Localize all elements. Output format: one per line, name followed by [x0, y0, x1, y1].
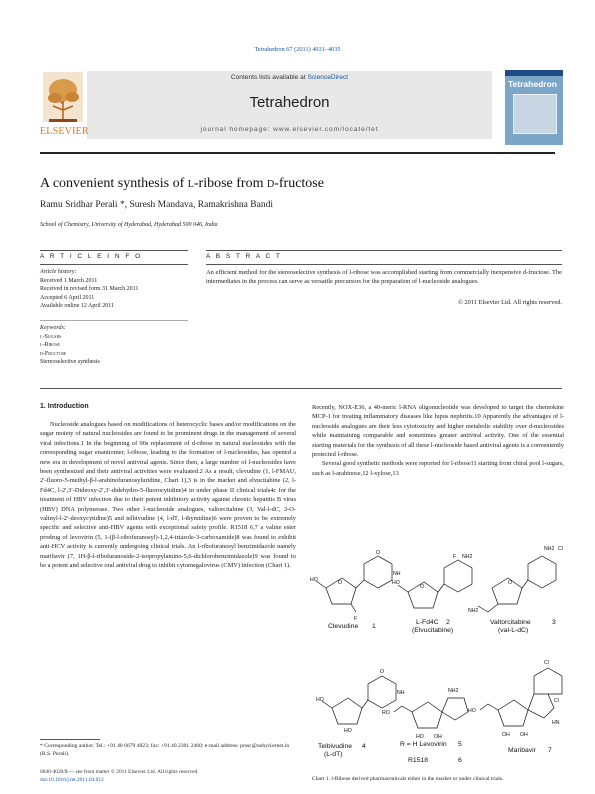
atom-label: NH2 [544, 546, 555, 552]
article-title [40, 176, 560, 192]
intro-right-column [312, 403, 564, 478]
article-history [40, 268, 190, 311]
abstract-bottom-rule [40, 388, 562, 389]
introduction-heading: 1. Introduction [40, 403, 89, 410]
compound-number: 5 [458, 741, 462, 748]
atom-label: NH [393, 571, 401, 577]
intro-paragraph: Recently, NOX-E36, a 40-meric l-RNA oligonucleotide was developed to target the chemokine MCP-1 for treating inflammatory diseases like lupus nephritis.10 Apparently the advantages of l-nucleoside analogues are their less cytotoxicity and higher metabolic stability over d-nucleosides while maintaining comparable and sometimes greater antiviral activity. One of the essential starting materials for the synthesis of all these l-nucleoside based antiviral agents is a conveniently protected l-ribose. [312, 404, 565, 459]
bond [522, 580, 528, 588]
chart1-caption: Chart 1. l-Ribose derived pharmaceuticals either in the market or under clinical trials. [312, 776, 504, 782]
cover-image [513, 94, 557, 134]
sugar-ring [492, 578, 522, 604]
bond [438, 584, 444, 592]
chart1-structures [312, 480, 564, 776]
title-part: d [266, 176, 275, 191]
keyword: l-Sugars [40, 333, 62, 340]
base-ring [368, 676, 396, 708]
sugar-ring [498, 700, 528, 726]
keywords [40, 324, 190, 367]
journal-cover[interactable] [505, 70, 563, 145]
bond [362, 700, 368, 708]
atom-label: O [380, 669, 385, 675]
citation[interactable]: Tetrahedron 67 (2011) 4031–4035 [254, 46, 341, 53]
history-line: Received in revised form 31 March 2011 [40, 286, 139, 292]
compound-number: 6 [458, 757, 462, 764]
intro-left-column [40, 420, 296, 571]
atom-label: HO [392, 580, 400, 586]
atom-label: OH [520, 732, 528, 738]
sugar-ring [412, 702, 442, 728]
base-ring [442, 698, 468, 720]
keywords-label: Keywords: [40, 325, 66, 331]
doi-link[interactable]: doi:10.1016/j.tet.2011.04.012 [40, 777, 104, 784]
compound-number: 1 [372, 623, 376, 630]
history-label: Article history: [40, 269, 77, 275]
title-part: -fructose [274, 176, 324, 191]
front-matter [40, 768, 300, 784]
compound-label: R = H Levovirin [400, 741, 447, 748]
atom-label: NH [397, 690, 405, 696]
bond [356, 580, 364, 588]
atom-label: HO [344, 728, 352, 734]
title-part: l [187, 176, 194, 191]
title-part: A convenient synthesis of [40, 176, 188, 191]
sciencedirect-link[interactable]: ScienceDirect [307, 74, 349, 81]
authors: Ramu Sridhar Perali *, Suresh Mandava, Ramakrishna Bandi [40, 200, 273, 210]
compound-label: Clevudine [328, 623, 359, 630]
article-info-rule [40, 264, 188, 265]
compound-label: Maribavir [508, 747, 536, 754]
atom-label: Cl [544, 660, 549, 666]
base-ring [534, 668, 562, 694]
intro-paragraph: Nucleoside analogues based on modifications of heterocyclic bases and/or modifications on the sugar moiety of natural nucleosides are found to be prominent drugs in the management of several viral infections.1 In the beginning of 90s replacement of d-ribose in natural nucleosides with the corresponding sugar enantiomer, l-ribose, leading to the formation of l-nucleosides, has opened a new era in development of novel antiviral agents. Since then, a large number of l-nucleosides have been synthesized and their antiviral activities were evaluated.2 As a result, clevudine (1, l-FMAU, 2′-fluoro-5-methyl-β-l-arabinofuranosyluridine, Chart 1),3 is in the market and elvucitabine (2, l-Fd4C, l-2′,3′-Dideoxy-2′,3′-didehydro-5-fluorocytidine)4 in under phase II clinical trials4c for the treatment of HBV infection due to their potent inhibitory activity against chronic hepatitis B virus (HBV) DNA polymerase. Two other l-nucleoside analogues, valtorcitabine (3, Val-l-dC, 3-O-valinyl-l-2′-deoxycytidine)5 and telbivudine (4, l-dT, l-thymidine)6 were proven to be extremely specific and selective anti-HBV agents with exceptional safety profile. R1518 6,7 a valine ester prodrug of levovirin (5, 1-(β-l-ribofuranosyl)-1,2,4-triazole-3-carboxamide)8 was found to exhibit anti-HCV activity is currently undergoing clinical trials. An l-ribofuranosyl benzimidazole namely maribavir (7, 1H-β-l-ribofuranoside-2-isopropylamino-5,6-dichlorobenzimidazole)9 was found to be a potent and selective oral antiviral drug to inhibit cytomegalovirus (CMV) infection (Chart 1). [40, 421, 296, 570]
abstract-rule [206, 264, 562, 265]
article-info-rule [40, 250, 188, 251]
bond [398, 585, 408, 592]
footnote-rule [40, 739, 100, 740]
atom-label: O [508, 580, 513, 586]
history-line: Available online 12 April 2011 [40, 303, 114, 309]
atom-label: HO [316, 697, 324, 703]
contents-line [87, 74, 492, 81]
base-ring [528, 694, 554, 718]
affiliation: School of Chemistry, University of Hyderabad, Hyderabad 500 046, India [40, 222, 218, 228]
intro-paragraph: Several good synthetic methods were reported for l-ribose11 starting from chiral pool l-sugars, such as l-arabinose,12 l-xylose,13 [312, 460, 565, 477]
sugar-ring [332, 698, 362, 724]
abstract-text: An efficient method for the stereoselective synthesis of l-ribose was accomplished starting from commercially inexpensive d-fructose. The intermediates in the process can serve as versatile precursors for the preparation of l-nucleoside analogues. [206, 269, 562, 285]
title-part: -ribose from [193, 176, 267, 191]
journal-homepage[interactable]: journal homepage: www.elsevier.com/locate/tet [200, 126, 379, 133]
bond [480, 704, 498, 710]
journal-name: Tetrahedron [249, 94, 330, 111]
compound-number: 2 [446, 619, 450, 626]
compound-label: L-Fd4C [416, 619, 439, 626]
base-ring [444, 560, 472, 592]
bond [394, 706, 412, 712]
base-ring [528, 556, 556, 588]
keyword: Stereoselective synthesis [40, 359, 100, 365]
elsevier-wordmark: ELSEVIER [40, 126, 89, 137]
compound-sublabel: (Elvucitabine) [412, 627, 454, 634]
compound-label: Valtorcitabine [490, 619, 531, 626]
contents-prefix: Contents lists available at [230, 74, 308, 81]
article-info-label: A R T I C L E I N F O [40, 253, 143, 260]
history-line: Accepted 6 April 2011 [40, 294, 95, 301]
cover-title: Tetrahedron [508, 79, 557, 89]
atom-label: HO [416, 734, 424, 740]
keywords-rule [40, 320, 188, 321]
compound-number: 4 [362, 743, 366, 750]
history-line: Received 1 March 2011 [40, 277, 98, 284]
atom-label: O [376, 550, 381, 556]
compound-label: Telbivudine [318, 743, 353, 750]
keyword: l-Ribose [40, 342, 60, 348]
atom-label: NH2 [462, 554, 473, 560]
keyword: d-Fructose [40, 350, 67, 357]
atom-label: RO [382, 710, 390, 716]
atom-label: OH [434, 734, 442, 740]
atom-label: NH2 [448, 688, 459, 694]
cover-bar [505, 70, 563, 76]
compound-number: 3 [552, 619, 556, 626]
compound-sublabel: (L-dT) [324, 751, 343, 758]
atom-label: F [453, 554, 457, 560]
atom-label: HN [552, 720, 560, 726]
compound-sublabel: (val-L-dC) [498, 627, 529, 634]
atom-label: Cl [558, 546, 563, 552]
corresponding-author-footnote: * Corresponding author. Tel.: +91 40 6679 4823; fax: +91 40 2301 2460; e-mail address: prssc@uohyd.ernet.in (R.S. Perali). [40, 743, 290, 757]
abstract-label: A B S T R A C T [206, 253, 282, 260]
atom-label: F [354, 616, 358, 622]
front-matter-line: 0040-4020/$ — see front matter © 2011 Elsevier Ltd. All rights reserved. [40, 769, 199, 775]
abstract-rule [206, 250, 562, 251]
atom-label: OH [502, 732, 510, 738]
atom-label: NH2 [468, 608, 479, 614]
compound-label: R1518 [408, 757, 429, 764]
header-rule [40, 152, 555, 154]
base-ring [364, 556, 392, 588]
atom-label: HO [310, 577, 318, 583]
abstract-copyright: © 2011 Elsevier Ltd. All rights reserved. [457, 299, 562, 306]
atom-label: Cl [554, 698, 559, 704]
bond [478, 604, 498, 612]
atom-label: O [420, 584, 425, 590]
atom-label: O [338, 580, 343, 586]
compound-number: 7 [548, 747, 552, 754]
atom-label: HO [468, 708, 476, 714]
bond [351, 604, 356, 612]
